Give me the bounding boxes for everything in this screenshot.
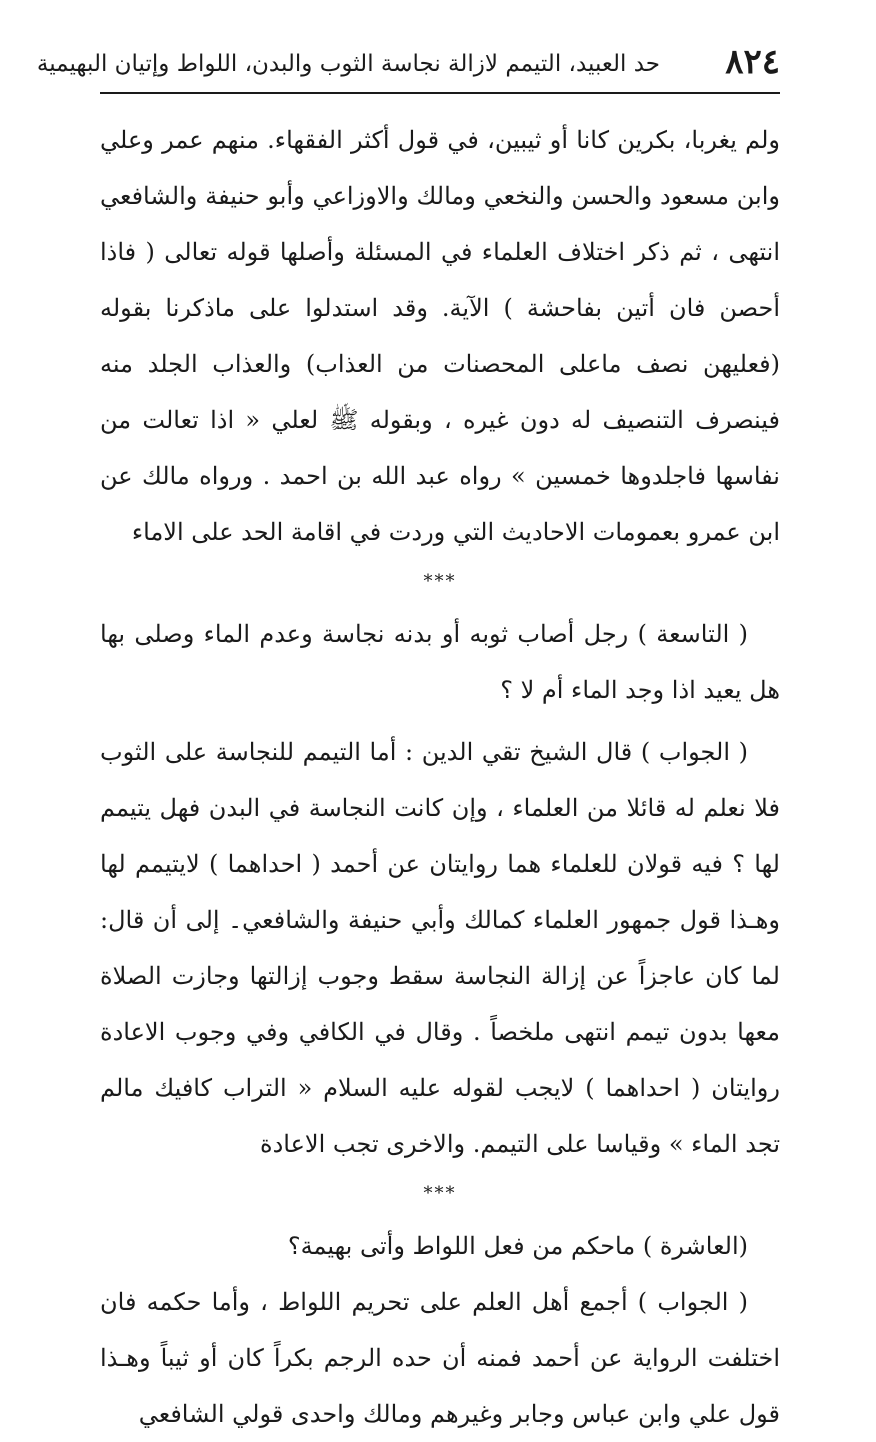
section-separator: *** <box>423 1183 457 1204</box>
section-separator: *** <box>423 571 457 592</box>
paragraph-continuation: ولم يغربا، بكرين كانا أو ثيبين، في قول أكثر الفقهاء. منهم عمر وعلي وابن مسعود والحسن والنخعي ومالك والاوزاعي وأبو حنيفة والشافعي انتهى ، ثم ذكر اختلاف العلماء في المسئلة وأصلها قوله تعالى ( فاذا أحصن فان أتين بفاحشة ) الآية. وقد استدلوا على ماذكرنا بقوله (فعليهن نصف ماعلى المحصنات من العذاب) والعذاب الجلد منه فينصرف التنصيف له دون غيره ، وبقوله ﷺ لعلي « اذا تعالت من نفاسها فاجلدوها خمسين » رواه عبد الله بن احمد . ورواه مالك عن ابن عمرو بعمومات الاحاديث التي وردت في اقامة الحد على الاماء <box>100 126 780 546</box>
header-rule <box>100 92 780 94</box>
question-ninth: ( التاسعة ) رجل أصاب ثوبه أو بدنه نجاسة وعدم الماء وصلى بها هل يعيد اذا وجد الماء أم لا ؟ <box>100 620 780 704</box>
answer-tenth: ( الجواب ) أجمع أهل العلم على تحريم اللواط ، وأما حكمه فان اختلفت الرواية عن أحمد فمنه أن حده الرجم بكراً كان أو ثيباً وهـذا قول علي وابن عباس وجابر وغيرهم ومالك واحدى قولي الشافعي <box>100 1288 780 1428</box>
answer-ninth: ( الجواب ) قال الشيخ تقي الدين : أما التيمم للنجاسة على الثوب فلا نعلم له قائلا من العلماء ، وإن كانت النجاسة في البدن فهل يتيمم لها ؟ فيه قولان للعلماء هما روايتان عن أحمد ( احداهما ) لايتيمم لها وهـذا قول جمهور العلماء كمالك وأبي حنيفة والشافعي۔ إلى أن قال: لما كان عاجزاً عن إزالة النجاسة سقط وجوب إزالتها وجازت الصلاة معها بدون تيمم انتهى ملخصاً . وقال في الكافي وفي وجوب الاعادة روايتان ( احداهما ) لايجب لقوله عليه السلام « التراب كافيك مالم تجد الماء » وقياسا على التيمم. والاخرى تجب الاعادة <box>100 738 780 1158</box>
page-body <box>100 112 780 1442</box>
question-tenth: (العاشرة ) ماحكم من فعل اللواط وأتى بهيمة؟ <box>287 1232 748 1260</box>
running-title: حد العبيد، التيمم لازالة نجاسة الثوب والبدن، اللواط وإتيان البهيمية <box>36 51 660 77</box>
page-header <box>36 40 780 98</box>
page-number: ٨٢٤ <box>725 42 780 82</box>
